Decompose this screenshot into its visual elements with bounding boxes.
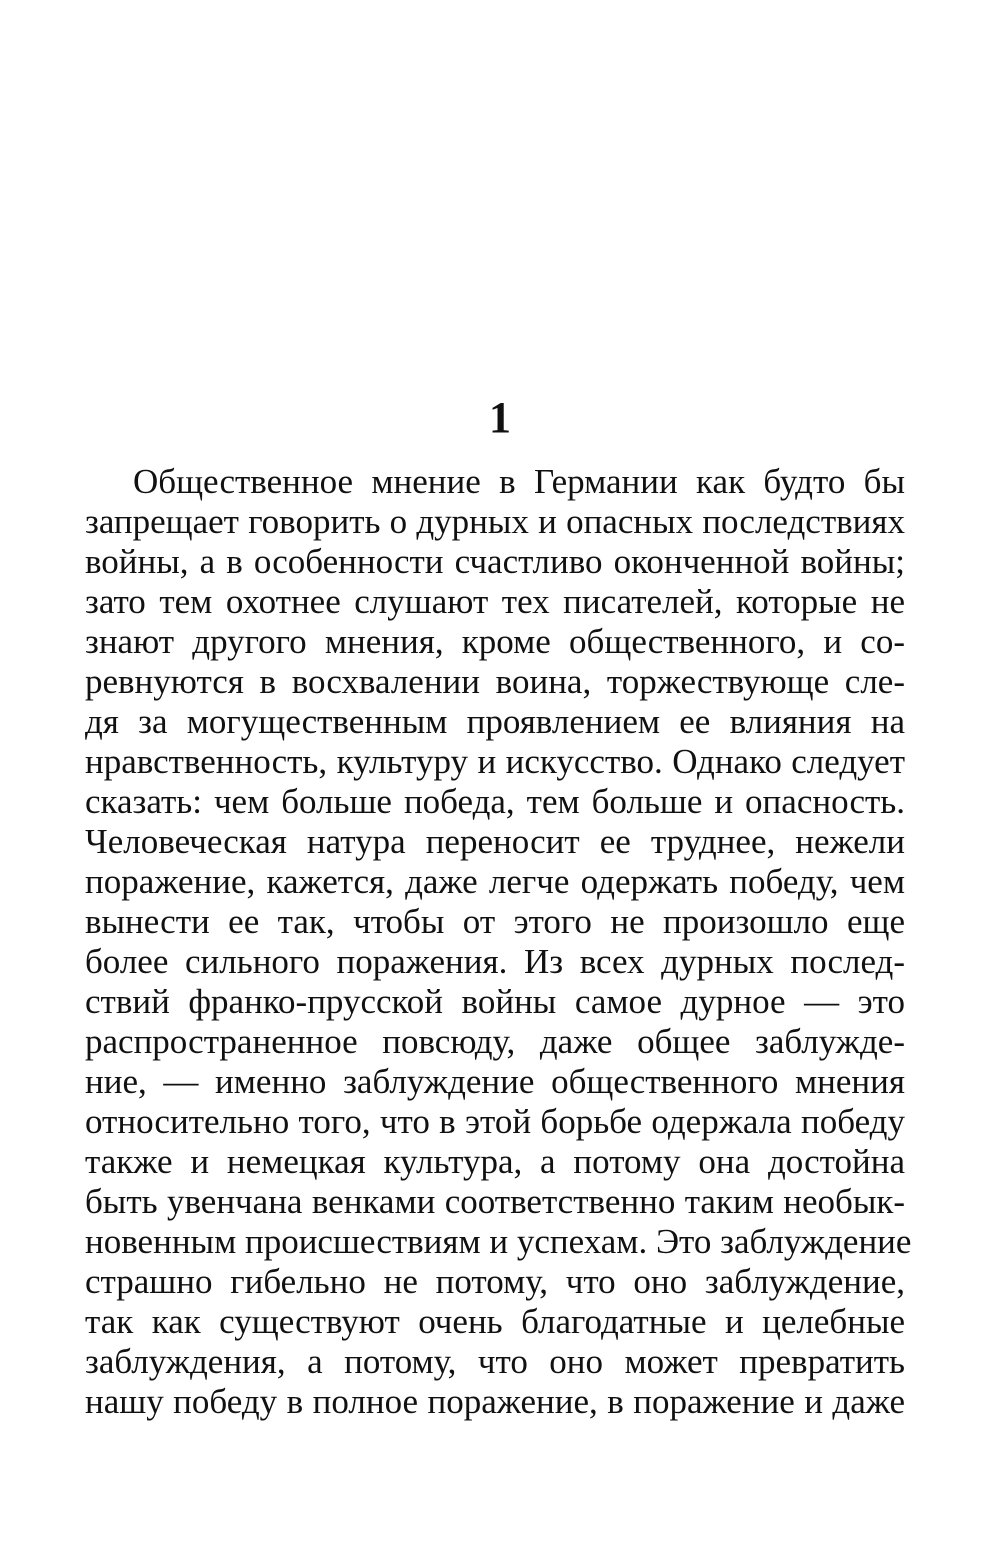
text-line: нашу победу в полное поражение, в поражение и даже xyxy=(85,1382,905,1421)
text-line: дя за могущественным проявлением ее влияния на xyxy=(85,702,905,741)
text-line: также и немецкая культура, а потому она достойна xyxy=(85,1142,905,1181)
text-line: поражение, кажется, даже легче одержать победу, чем xyxy=(85,862,905,901)
text-line: распространенное повсюду, даже общее заблужде- xyxy=(85,1022,905,1061)
text-line: более сильного поражения. Из всех дурных послед- xyxy=(85,942,905,981)
text-line: Общественное мнение в Германии как будто бы xyxy=(133,462,905,501)
text-line: знают другого мнения, кроме общественного, и со- xyxy=(85,622,905,661)
text-line: сказать: чем больше победа, тем больше и опасность. xyxy=(85,782,905,821)
text-line: Человеческая натура переносит ее труднее, нежели xyxy=(85,822,905,861)
body-text xyxy=(85,462,912,1422)
text-line: относительно того, что в этой борьбе одержала победу xyxy=(85,1102,905,1141)
text-line: страшно гибельно не потому, что оно заблуждение, xyxy=(85,1262,905,1301)
text-line: нравственность, культуру и искусство. Однако следует xyxy=(85,742,905,781)
text-line: зато тем охотнее слушают тех писателей, которые не xyxy=(85,582,905,621)
text-line: новенным происшествиям и успехам. Это заблуждение xyxy=(85,1222,912,1261)
text-line: быть увенчана венками соответственно таким необык- xyxy=(85,1182,905,1221)
text-line: ревнуются в восхвалении воина, торжествующе сле- xyxy=(85,662,905,701)
text-line: войны, а в особенности счастливо оконченной войны; xyxy=(85,542,905,581)
text-line: запрещает говорить о дурных и опасных последствиях xyxy=(85,502,905,541)
text-line: заблуждения, а потому, что оно может превратить xyxy=(85,1342,905,1381)
text-line: вынести ее так, чтобы от этого не произошло еще xyxy=(85,902,905,941)
chapter-number: 1 xyxy=(489,393,511,442)
text-line: ние, — именно заблуждение общественного мнения xyxy=(85,1062,905,1101)
text-line: так как существуют очень благодатные и целебные xyxy=(85,1302,905,1341)
text-line: ствий франко-прусской войны самое дурное — это xyxy=(85,982,905,1021)
